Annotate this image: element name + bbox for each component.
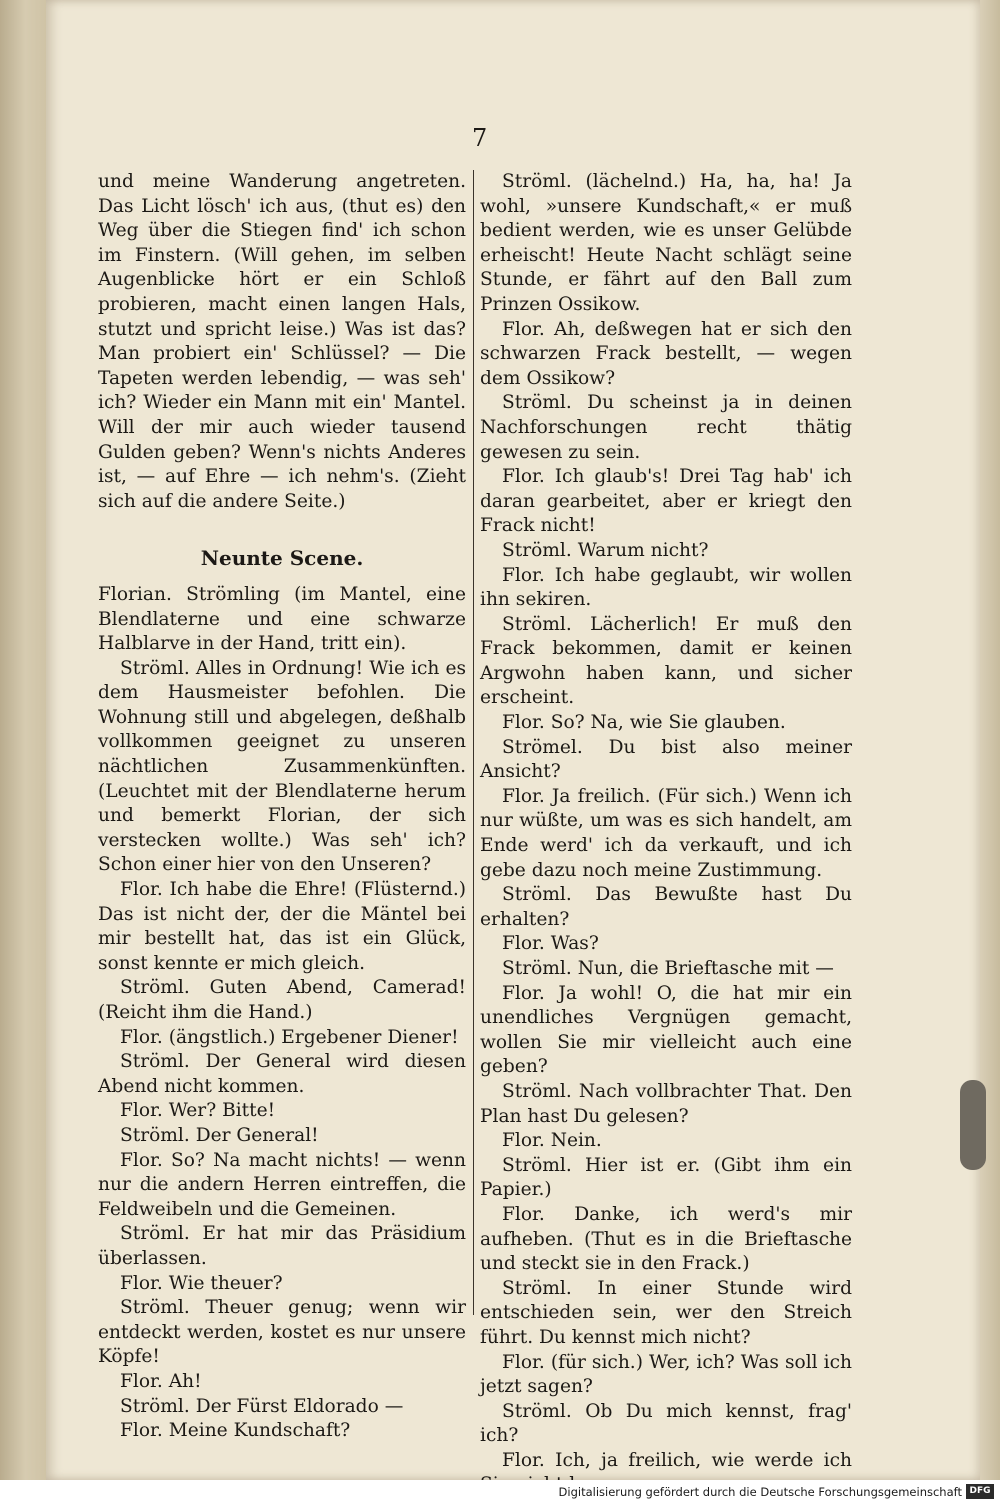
- dialogue-line: Flor. Was?: [502, 933, 599, 955]
- book-gutter: [0, 0, 46, 1505]
- dialogue-line: Ströml. Alles in Ordnung! Wie ich es dem Hausmeister befohlen. Die Wohnung still und abgelegen, deßhalb vollkommen geeignet zu unseren nächtlichen Zusammenkünften. (Leuchtet mit der Blendlaterne herum und bemerkt Florian, der sich verstecken wollte.) Was seh' ich? Schon einer hier von den Unseren?: [98, 657, 466, 876]
- dialogue-line: Ströml. Lächerlich! Er muß den Frack bekommen, damit er keinen Argwohn haben kann, und sicher erscheint.: [480, 613, 852, 709]
- footer-credit: Digitalisierung gefördert durch die Deutsche Forschungsgemeinschaft: [558, 1485, 962, 1499]
- dialogue-line: Flor. Ja freilich. (Für sich.) Wenn ich nur wüßte, um was es sich handelt, am Ende werd' ich da verkauft, und ich gebe dazu noch meine Zustimmung.: [480, 785, 852, 881]
- scene-title: Neunte Scene.: [200, 546, 364, 571]
- footer-bar: [0, 1480, 1000, 1505]
- dialogue-line: Ströml. Der Fürst Eldorado —: [120, 1395, 404, 1417]
- dialogue-line: Flor. Ja wohl! O, die hat mir ein unendliches Vergnügen gemacht, wollen Sie mir vielleicht auch eine geben?: [480, 982, 852, 1078]
- dialogue-line: Ströml. Hier ist er. (Gibt ihm ein Papier.): [480, 1154, 852, 1201]
- dialogue-line: Ströml. Nun, die Brieftasche mit —: [502, 958, 834, 979]
- page-number: 7: [472, 124, 488, 152]
- dialogue-line: Ströml. Das Bewußte hast Du erhalten?: [480, 884, 852, 930]
- dialogue-line: Ströml. Nach vollbrachter That. Den Plan hast Du gelesen?: [480, 1080, 852, 1127]
- dialogue-line: Ströml. In einer Stunde wird entschieden sein, wer den Streich führt. Du kennst mich nicht?: [480, 1277, 852, 1348]
- right-column: [480, 170, 852, 1498]
- dialogue-line: Ströml. Er hat mir das Präsidium überlassen.: [98, 1223, 466, 1269]
- dialogue-line: Flor. Ah!: [120, 1370, 202, 1392]
- dialogue-line: Flor. Nein.: [502, 1130, 602, 1152]
- dialogue-line: Flor. So? Na, wie Sie glauben.: [502, 712, 786, 734]
- dialogue-line: Flor. Danke, ich werd's mir aufheben. (Thut es in die Brieftasche und steckt sie in den Frack.): [480, 1203, 852, 1275]
- dialogue-line: Flor. Ich habe die Ehre! (Flüsternd.) Das ist nicht der, der die Mäntel bei mir bestellt hat, das ist ein Glück, sonst kennte er mich gleich.: [98, 879, 466, 974]
- left-column: [98, 170, 466, 1444]
- dialogue-line: Ströml. Warum nicht?: [502, 539, 709, 561]
- dialogue-line: Ströml. Theuer genug; wenn wir entdeckt werden, kostet es nur unsere Köpfe!: [98, 1297, 466, 1368]
- dialogue-line: Flor. Ich, ja freilich, wie werde ich: [502, 1449, 852, 1471]
- cast-line: Florian. Strömling (im Mantel, eine Blendlaterne und eine schwarze Halblarve in der Hand, tritt ein).: [98, 583, 466, 655]
- dialogue-line: Flor. Ah, deßwegen hat er sich den schwarzen Frack bestellt, — wegen dem Ossikow?: [480, 318, 852, 389]
- dialogue-line: Ströml. Du scheinst ja in deinen Nachforschungen recht thätig gewesen zu sein.: [480, 392, 852, 463]
- dialogue-line: Flor. Wie theuer?: [120, 1272, 283, 1294]
- left-paragraph: und meine Wanderung angetreten. Das Licht lösch' ich aus, (thut es) den Weg über die Stiegen find' ich schon im Finstern. (Will gehen, im selben Augenblicke hört er ein Schloß probieren, macht einen langen Hals, stutzt und spricht leise.) Was ist das? Man probiert ein' Schlüssel? — Die Tapeten werden lebendig, — was seh' ich? Wieder ein Mann mit ein' Mantel. Will der mir auch wieder tausend Gulden geben? Wenn's nichts Anderes ist, — auf Ehre — ich nehm's. (Zieht sich auf die andere Seite.): [98, 171, 466, 512]
- dialogue-line: Flor. (ängstlich.) Ergebener Diener!: [120, 1026, 459, 1048]
- column-divider: [473, 170, 474, 1315]
- dfg-logo-icon: DFG: [966, 1484, 994, 1499]
- dialogue-line: Flor. Ich glaub's! Drei Tag hab' ich daran gearbeitet, aber er kriegt den Frack nicht!: [480, 466, 852, 537]
- dialogue-line: Strömel. Du bist also meiner Ansicht?: [480, 736, 852, 783]
- dialogue-line: Flor. Ich habe geglaubt, wir wollen ihn sekiren.: [480, 564, 852, 611]
- dialogue-line: Ströml. Guten Abend, Camerad! (Reicht ihm die Hand.): [98, 977, 466, 1023]
- dialogue-line: Ströml. Ob Du mich kennst, frag' ich?: [480, 1400, 852, 1447]
- dialogue-line: Flor. (für sich.) Wer, ich? Was soll ich jetzt sagen?: [480, 1351, 852, 1398]
- scanner-tab: [960, 1080, 986, 1170]
- dialogue-line: Flor. So? Na macht nichts! — wenn nur die andern Herren eintreffen, die Feldweibeln und die Gemeinen.: [98, 1149, 466, 1220]
- page-edge: [980, 0, 1000, 1480]
- dialogue-line: Ströml. Der General!: [120, 1124, 319, 1146]
- dialogue-line: Flor. Wer? Bitte!: [120, 1100, 276, 1122]
- dialogue-line: Ströml. (lächelnd.) Ha, ha, ha! Ja wohl, »unsere Kundschaft,« er muß bedient werden, wie es unser Gelübde erheischt! Heute Nacht schlägt seine Stunde, er fährt auf den Ball zum Prinzen Ossikow.: [480, 171, 852, 315]
- dialogue-line: Ströml. Der General wird diesen Abend nicht kommen.: [98, 1051, 466, 1097]
- dialogue-line: Flor. Meine Kundschaft?: [120, 1420, 351, 1442]
